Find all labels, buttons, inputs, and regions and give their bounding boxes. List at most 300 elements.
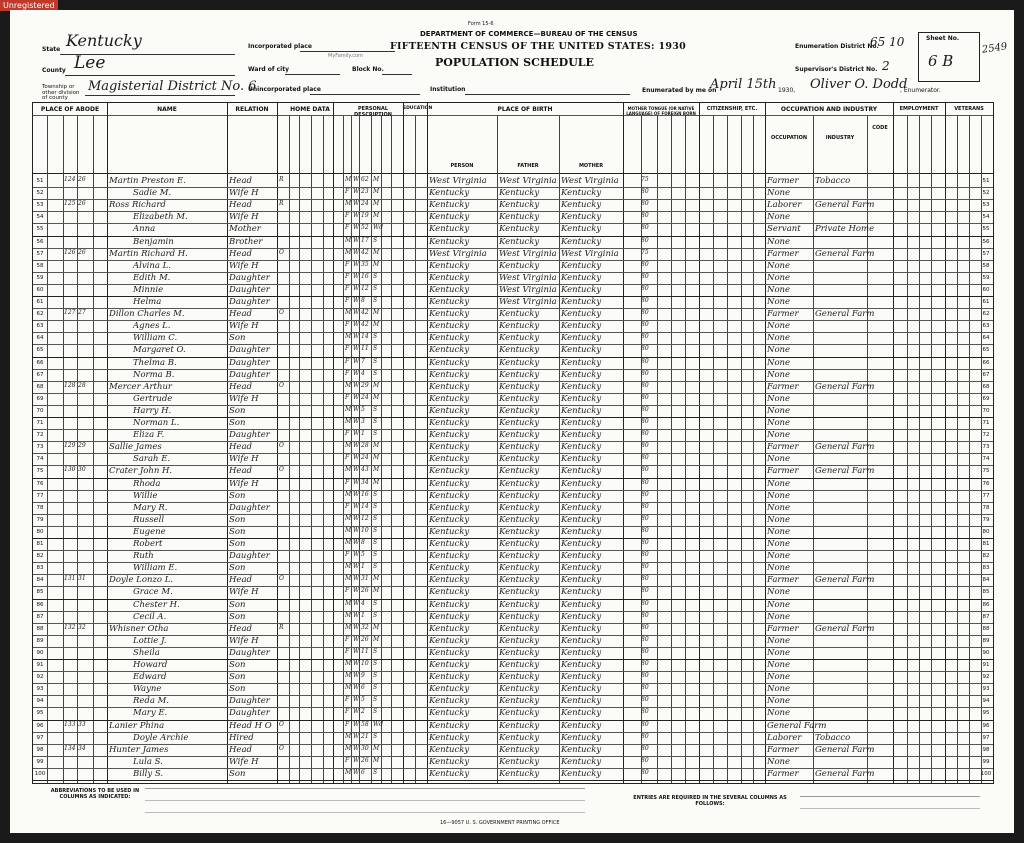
occupation: Laborer (767, 200, 802, 211)
person-name: Gertrude (133, 393, 173, 404)
block-label: Block No. (352, 66, 384, 73)
person-name: Doyle Archie (133, 732, 189, 743)
age: 42 (361, 248, 369, 256)
line-number: 81 (982, 541, 990, 547)
industry: General Farm (815, 442, 875, 453)
birthplace-mother: Kentucky (561, 563, 602, 574)
line-number: 78 (982, 504, 990, 511)
table-row (33, 272, 993, 284)
occupation: None (767, 684, 791, 695)
birthplace-father: Kentucky (499, 720, 540, 731)
relation: Hired (229, 732, 254, 743)
age: 1 (361, 611, 365, 619)
birthplace-person: Kentucky (429, 708, 470, 719)
dwelling-number: 134 (64, 744, 76, 752)
home-tenure: O (279, 720, 284, 728)
relation: Daughter (229, 502, 270, 513)
age: 10 (361, 660, 369, 667)
supervisor-value: 2 (882, 59, 890, 73)
person-name: Whisner Otha (109, 623, 169, 634)
race: W (353, 272, 360, 280)
dwelling-number: 127 (64, 309, 76, 317)
birthplace-person: Kentucky (429, 284, 470, 295)
table-row (33, 695, 993, 707)
birthplace-code: 80 (641, 708, 649, 716)
birthplace-father: Kentucky (499, 563, 540, 574)
table-row (33, 720, 993, 732)
occupation: None (767, 551, 791, 562)
relation: Wife H (229, 260, 259, 271)
relation: Wife H (229, 756, 259, 767)
marital-status: S (373, 696, 378, 704)
birthplace-mother: West Virginia (561, 248, 619, 259)
birthplace-mother: Kentucky (561, 369, 602, 380)
age: 24 (361, 200, 369, 208)
enum-district-value: 65 10 (870, 35, 905, 49)
home-tenure: O (279, 466, 284, 474)
marital-status: S (373, 539, 378, 546)
person-name: Martin Richard H. (109, 248, 188, 259)
table-row (33, 514, 993, 526)
industry: General Farm (815, 466, 875, 477)
age: 34 (361, 478, 369, 486)
birthplace-person: Kentucky (429, 272, 470, 283)
line-number: 80 (982, 528, 990, 535)
unincorporated-label: Unincorporated place (248, 86, 321, 93)
birthplace-mother: Kentucky (561, 224, 602, 235)
occupation: None (767, 321, 791, 332)
table-row (33, 175, 993, 187)
sex: M (345, 418, 352, 425)
occupation: Laborer (767, 732, 802, 743)
birthplace-mother: Kentucky (561, 720, 602, 731)
person-name: Anna (133, 224, 156, 235)
sex: F (345, 321, 350, 329)
age: 32 (361, 623, 369, 631)
line-number: 59 (36, 274, 44, 281)
birthplace-mother: Kentucky (561, 236, 602, 247)
birthplace-code: 80 (641, 212, 649, 220)
industry: General Farm (815, 575, 875, 586)
line-number: 82 (982, 553, 990, 560)
sex: M (345, 236, 352, 244)
table-row (33, 744, 993, 756)
industry: General Farm (815, 623, 875, 634)
table-row (33, 199, 993, 211)
family-number: 33 (78, 720, 86, 728)
age: 10 (361, 526, 369, 534)
occupation: None (767, 587, 791, 598)
relation: Wife H (229, 393, 259, 404)
line-number: 80 (36, 528, 44, 535)
family-number: 31 (78, 575, 86, 583)
birthplace-father: Kentucky (499, 430, 540, 441)
age: 42 (361, 309, 369, 317)
relation: Daughter (229, 430, 270, 441)
birthplace-code: 80 (641, 236, 649, 244)
marital-status: S (373, 708, 378, 716)
occupation: None (767, 430, 791, 441)
person-name: Thelma B. (133, 357, 177, 368)
person-name: Sallie James (109, 442, 162, 453)
birthplace-person: Kentucky (429, 660, 470, 670)
line-number: 98 (982, 746, 990, 753)
race: W (353, 526, 360, 534)
birthplace-father: Kentucky (499, 756, 540, 767)
table-row (33, 635, 993, 647)
relation: Daughter (229, 369, 270, 380)
industry: Tobacco (815, 732, 851, 743)
birthplace-person: Kentucky (429, 514, 470, 525)
home-tenure: R (279, 623, 284, 631)
occupation: None (767, 272, 791, 283)
table-row (33, 453, 993, 465)
table-row (33, 478, 993, 490)
line-number: 53 (982, 202, 990, 209)
race: W (353, 393, 360, 401)
home-tenure: O (279, 442, 284, 450)
line-number: 88 (36, 625, 44, 632)
birthplace-father: Kentucky (499, 744, 540, 755)
person-name: Lanier Phina (109, 720, 165, 731)
birthplace-mother: Kentucky (561, 660, 602, 670)
birthplace-mother: Kentucky (561, 478, 602, 489)
birthplace-code: 80 (641, 369, 649, 377)
birthplace-person: Kentucky (429, 672, 470, 683)
occupation: None (767, 539, 791, 549)
sex: F (345, 502, 350, 510)
dwelling-number: 129 (64, 442, 76, 450)
occupation: General Farm (767, 720, 827, 731)
birthplace-father: Kentucky (499, 478, 540, 489)
home-tenure: R (279, 200, 284, 208)
person-name: Sarah E. (133, 454, 171, 465)
birthplace-father: Kentucky (499, 188, 540, 199)
birthplace-code: 80 (641, 599, 649, 607)
dwelling-number: 124 (64, 176, 76, 183)
sex: F (345, 696, 350, 704)
table-row (33, 562, 993, 574)
birthplace-code: 80 (641, 405, 649, 413)
birthplace-code: 80 (641, 696, 649, 704)
birthplace-code: 80 (641, 611, 649, 619)
marital-status: S (373, 272, 378, 280)
relation: Head (229, 200, 252, 211)
relation: Head (229, 744, 252, 755)
occupation: None (767, 526, 791, 537)
race: W (353, 514, 360, 522)
sheet-value: 6 B (928, 52, 954, 70)
birthplace-code: 80 (641, 732, 649, 740)
relation: Wife H (229, 321, 259, 332)
table-row (33, 405, 993, 417)
birthplace-father: Kentucky (499, 708, 540, 719)
industry: Private Home (815, 224, 875, 235)
birthplace-father: West Virginia (499, 272, 557, 283)
birthplace-person: Kentucky (429, 442, 470, 453)
birthplace-mother: Kentucky (561, 490, 602, 501)
enumerated-year: 1930, (778, 87, 796, 94)
birthplace-code: 80 (641, 393, 649, 401)
state-value: Kentucky (66, 31, 142, 50)
birthplace-person: Kentucky (429, 212, 470, 223)
race: W (353, 696, 360, 704)
group-home-data: HOME DATA (290, 106, 330, 113)
race: W (353, 381, 360, 389)
line-number: 58 (982, 262, 990, 269)
group-relation: RELATION (235, 106, 269, 113)
line-number: 58 (36, 262, 44, 269)
family-number: 27 (78, 309, 86, 317)
relation: Son (229, 490, 246, 501)
institution-label: Institution (430, 86, 466, 93)
age: 4 (361, 599, 365, 607)
table-row (33, 320, 993, 332)
sex: M (345, 539, 352, 546)
dwelling-number: 125 (64, 200, 76, 208)
birthplace-code: 80 (641, 587, 649, 595)
birthplace-code: 80 (641, 430, 649, 438)
person-name: Helma (133, 297, 162, 307)
relation: Wife H (229, 212, 259, 223)
table-row (33, 732, 993, 744)
age: 3 (361, 418, 365, 425)
dwelling-number: 130 (64, 466, 76, 474)
person-name: Mercer Arthur (109, 381, 172, 392)
sex: M (345, 563, 352, 571)
relation: Daughter (229, 272, 270, 283)
birthplace-person: Kentucky (429, 539, 470, 549)
relation: Head (229, 466, 252, 477)
occupation: Farmer (767, 466, 799, 477)
person-name: Hunter James (109, 744, 169, 755)
occupation: None (767, 502, 791, 513)
line-number: 67 (36, 371, 44, 378)
birthplace-mother: Kentucky (561, 418, 602, 428)
line-number: 76 (36, 480, 44, 487)
birthplace-mother: Kentucky (561, 514, 602, 525)
occupation: None (767, 563, 791, 574)
marital-status: S (373, 369, 378, 377)
occupation: None (767, 357, 791, 368)
birthplace-code: 80 (641, 635, 649, 643)
abbrev-title: ABBREVIATIONS TO BE USED IN COLUMNS AS INDICATED: (50, 788, 140, 800)
age: 1 (361, 563, 365, 571)
line-number: 64 (36, 335, 44, 342)
line-number: 77 (36, 492, 44, 499)
birthplace-code: 80 (641, 551, 649, 559)
occupation: None (767, 369, 791, 380)
birthplace-father: Kentucky (499, 599, 540, 610)
birthplace-mother: Kentucky (561, 430, 602, 441)
relation: Son (229, 611, 246, 622)
dwelling-number: 128 (64, 381, 76, 389)
birthplace-person: Kentucky (429, 635, 470, 646)
birthplace-code: 75 (641, 248, 649, 256)
birthplace-mother: Kentucky (561, 297, 602, 307)
birthplace-person: Kentucky (429, 297, 470, 307)
supervisor-label: Supervisor's District No. (795, 66, 878, 73)
line-number: 87 (36, 613, 44, 620)
occupation: None (767, 696, 791, 707)
person-name: Eugene (133, 526, 166, 537)
age: 7 (361, 357, 365, 365)
birthplace-code: 80 (641, 647, 649, 655)
line-number: 81 (36, 541, 44, 547)
birthplace-mother: Kentucky (561, 647, 602, 658)
line-number: 89 (36, 637, 44, 644)
birthplace-father: Kentucky (499, 309, 540, 320)
relation: Head (229, 248, 252, 259)
table-row (33, 429, 993, 441)
birthplace-mother: Kentucky (561, 284, 602, 295)
age: 8 (361, 297, 365, 304)
line-number: 100 (980, 770, 992, 777)
birthplace-person: Kentucky (429, 418, 470, 428)
table-row (33, 381, 993, 393)
person-name: Margaret O. (133, 345, 186, 356)
sex: F (345, 708, 350, 716)
race: W (353, 284, 360, 292)
marital-status: S (373, 333, 378, 341)
marital-status: M (373, 188, 380, 196)
enum-district-label: Enumeration District No. (795, 43, 879, 50)
line-number: 100 (34, 770, 46, 777)
census-title: FIFTEENTH CENSUS OF THE UNITED STATES: 1930 (390, 41, 687, 52)
person-name: Crater John H. (109, 466, 173, 477)
line-number: 55 (982, 226, 990, 233)
sex: M (345, 514, 352, 522)
race: W (353, 599, 360, 607)
race: W (353, 260, 360, 268)
person-name: Rhoda (133, 478, 161, 489)
line-number: 60 (36, 286, 44, 293)
birthplace-person: Kentucky (429, 611, 470, 622)
age: 16 (361, 490, 369, 498)
relation: Son (229, 514, 246, 525)
marital-status: Wd (373, 224, 384, 232)
table-row (33, 538, 993, 550)
sex: M (345, 309, 352, 317)
dwelling-number: 132 (64, 623, 76, 631)
race: W (353, 756, 360, 764)
sex: M (345, 744, 352, 752)
birthplace-mother: Kentucky (561, 466, 602, 477)
marital-status: S (373, 514, 378, 522)
line-number: 54 (982, 214, 990, 221)
race: W (353, 551, 360, 559)
table-row (33, 465, 993, 477)
race: W (353, 405, 360, 413)
sex: M (345, 405, 352, 413)
age: 14 (361, 502, 369, 510)
relation: Head (229, 309, 252, 320)
marital-status: M (373, 635, 380, 643)
relation: Wife H (229, 454, 259, 465)
race: W (353, 188, 360, 196)
race: W (353, 672, 360, 680)
relation: Daughter (229, 708, 270, 719)
occupation: None (767, 188, 791, 199)
person-name: William C. (133, 333, 178, 344)
table-row (33, 344, 993, 356)
relation: Son (229, 768, 246, 779)
line-number: 96 (36, 722, 44, 729)
birthplace-father: Kentucky (499, 490, 540, 501)
table-row (33, 526, 993, 538)
line-number: 62 (982, 311, 990, 318)
occupation: Farmer (767, 575, 799, 586)
birthplace-father: Kentucky (499, 611, 540, 622)
birthplace-father: Kentucky (499, 466, 540, 477)
group-mother-tongue: MOTHER TONGUE (OR NATIVE LANGUAGE) OF FOREIGN BORN (626, 106, 696, 116)
marital-status: S (373, 684, 378, 692)
relation: Head (229, 623, 252, 634)
birthplace-mother: Kentucky (561, 454, 602, 465)
industry: General Farm (815, 768, 875, 779)
birthplace-mother: Kentucky (561, 442, 602, 453)
birthplace-father: Kentucky (499, 672, 540, 683)
line-number: 85 (36, 589, 44, 596)
relation: Daughter (229, 647, 270, 658)
line-number: 79 (36, 516, 44, 523)
birthplace-person: Kentucky (429, 260, 470, 271)
line-number: 61 (982, 299, 990, 305)
birthplace-person: Kentucky (429, 454, 470, 465)
race: W (353, 720, 360, 728)
sex: M (345, 611, 352, 619)
birthplace-father: Kentucky (499, 381, 540, 392)
table-row (33, 490, 993, 502)
sex: F (345, 430, 350, 438)
marital-status: M (373, 381, 380, 389)
line-number: 77 (982, 492, 990, 499)
birthplace-code: 80 (641, 514, 649, 522)
age: 26 (361, 587, 369, 595)
sex: F (345, 357, 350, 365)
table-row (33, 441, 993, 453)
sex: F (345, 720, 350, 728)
birthplace-code: 80 (641, 224, 649, 232)
table-row (33, 417, 993, 429)
marital-status: M (373, 623, 380, 631)
person-name: Ruth (133, 551, 154, 562)
age: 16 (361, 272, 369, 280)
marital-status: S (373, 345, 378, 353)
birthplace-father: Kentucky (499, 526, 540, 537)
line-number: 70 (982, 407, 990, 414)
table-row (33, 756, 993, 768)
occupation: Farmer (767, 309, 799, 320)
line-number: 70 (36, 407, 44, 414)
table-row (33, 296, 993, 308)
table-row (33, 659, 993, 671)
occupation: None (767, 393, 791, 404)
person-name: Doyle Lonzo L. (109, 575, 174, 586)
person-name: Edward (133, 672, 167, 683)
table-row (33, 550, 993, 562)
birthplace-mother: Kentucky (561, 744, 602, 755)
birthplace-father: Kentucky (499, 442, 540, 453)
line-number: 73 (36, 444, 44, 451)
race: W (353, 502, 360, 510)
relation: Daughter (229, 297, 270, 307)
age: 31 (361, 575, 369, 583)
marital-status: M (373, 756, 380, 764)
race: W (353, 345, 360, 353)
race: W (353, 176, 360, 183)
birthplace-mother: Kentucky (561, 526, 602, 537)
